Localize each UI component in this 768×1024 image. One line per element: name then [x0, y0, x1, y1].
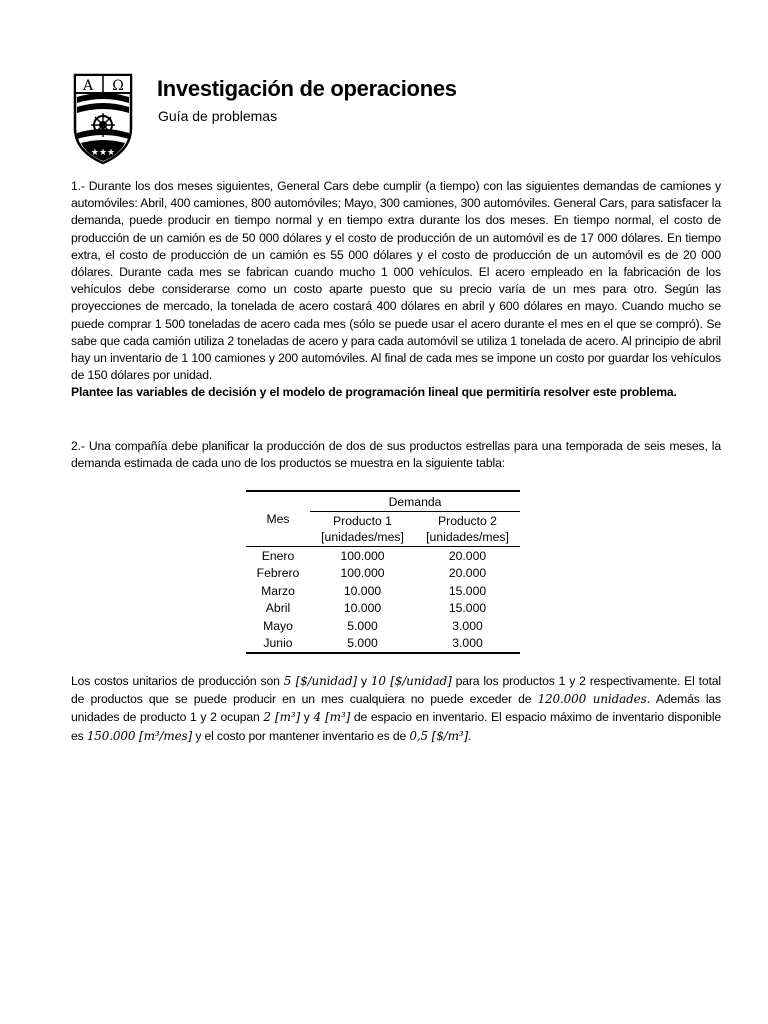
problem-1-text: 1.- Durante los dos meses siguientes, General Cars debe cumplir (a tiempo) con las siguientes demandas de camiones y automóviles: Abril, 400 camiones, 800 automóviles; Mayo, 300 camiones, 300 automóviles. General Cars, para satisfacer la demanda, puede producir en tiempo normal y en tiempo extra durante los dos meses. En tiempo normal, el costo de producción de un camión es de 50 000 dólares y el costo de producción de un automóvil es de 17 000 dólares. En tiempo extra, el costo de producción de un camión es 55 000 dólares y el costo de producción de un automóvil es de 20 000 dólares. Durante cada mes se fabrican cuando mucho 1 000 vehículos. El acero empleado en la fabricación de los vehículos debe considerarse como un costo aparte puesto que su precio varía de un mes para otro. Según las proyecciones de mercado, la tonelada de acero costará 400 dólares en abril y 600 dólares en mayo. Cuando mucho se puede comprar 1 500 toneladas de acero cada mes (sólo se puede usar el acero durante el mes en el que se compró). Se sabe que cada camión utiliza 2 toneladas de acero y para cada automóvil se utiliza 1 tonelada de acero. Al principio de abril hay un inventario de 1 100 camiones y 200 automóviles. Al final de cada mes se impone un costo por guardar los vehículos de 150 dólares por unidad.: [71, 179, 721, 383]
table-row: [246, 582, 520, 600]
table-row: [246, 617, 520, 635]
cell-mes: Febrero: [256, 566, 300, 581]
cell-mes: Junio: [246, 635, 310, 654]
cell-mes: Mayo: [263, 618, 293, 633]
cell-p2: 3.000: [452, 618, 483, 633]
problem-2-costs: Los costos unitarios de producción son 5 [$/unidad] y 10 [$/unidad] para los productos 1 y 2 respectivamente. El total de productos que se puede producir en un mes cualquiera no puede exceder de 120.000 unidades. Además las unidades de producto 1 y 2 ocupan 2 [m³] y 4 [m³] de espacio en inventario. El espacio máximo de inventario disponible es 150.000 [m³/mes] y el costo por mantener inventario es de 0,5 [$/m³].: [71, 674, 722, 743]
svg-text:★★★: ★★★: [90, 148, 116, 158]
table-row: [246, 565, 520, 583]
problem-1: [71, 178, 721, 402]
math-cost-p2: 10 [$/unidad]: [370, 674, 452, 688]
col-header-producto-2: Producto 2 [unidades/mes]: [415, 512, 520, 547]
demand-group-header: Demanda: [310, 491, 520, 512]
math-max-production: 120.000 unidades.: [537, 692, 651, 707]
page-subtitle: Guía de problemas: [158, 108, 278, 124]
university-crest-logo: [73, 73, 133, 165]
cell-p1: 5.000: [310, 635, 415, 654]
cell-mes: Marzo: [261, 583, 295, 598]
crest-letter-omega: Ω: [112, 78, 124, 94]
cell-p1: 5.000: [347, 618, 378, 633]
math-max-inventory: 150.000 [m³/mes]: [86, 728, 193, 743]
cell-p1: 100.000: [340, 548, 385, 563]
cell-mes: Enero: [261, 548, 295, 563]
math-space-p2: 4 [m³]: [313, 710, 351, 725]
cell-p1: 10.000: [343, 583, 382, 598]
math-inventory-cost: 0,5 [$/m³]: [409, 728, 468, 743]
cell-p2: 15.000: [448, 601, 487, 616]
cell-p2: 20.000: [448, 566, 487, 581]
col-header-mes: Mes: [246, 491, 310, 547]
cell-mes: Abril: [265, 601, 291, 616]
cell-p1: 10.000: [343, 601, 382, 616]
table-row: [246, 547, 520, 565]
cell-p1: 100.000: [340, 566, 385, 581]
cell-p2: 20.000: [448, 548, 487, 563]
page-title: Investigación de operaciones: [157, 76, 457, 101]
cell-p2: 15.000: [448, 583, 487, 598]
problem-2-intro: 2.- Una compañía debe planificar la producción de dos de sus productos estrellas para una temporada de seis meses, la demanda estimada de cada uno de los productos se muestra en la siguiente tabla:: [71, 439, 721, 471]
demand-table: [246, 490, 520, 654]
math-cost-p1: 5 [$/unidad]: [283, 674, 357, 688]
col-header-producto-1: Producto 1 [unidades/mes]: [310, 512, 415, 547]
math-space-p1: 2 [m³]: [263, 710, 300, 725]
crest-letter-alpha: A: [82, 78, 94, 94]
table-row: [246, 600, 520, 618]
cell-p2: 3.000: [415, 635, 520, 654]
table-row: [246, 635, 520, 654]
problem-1-question: Plantee las variables de decisión y el modelo de programación lineal que permitiría resolver este problema.: [71, 385, 677, 400]
